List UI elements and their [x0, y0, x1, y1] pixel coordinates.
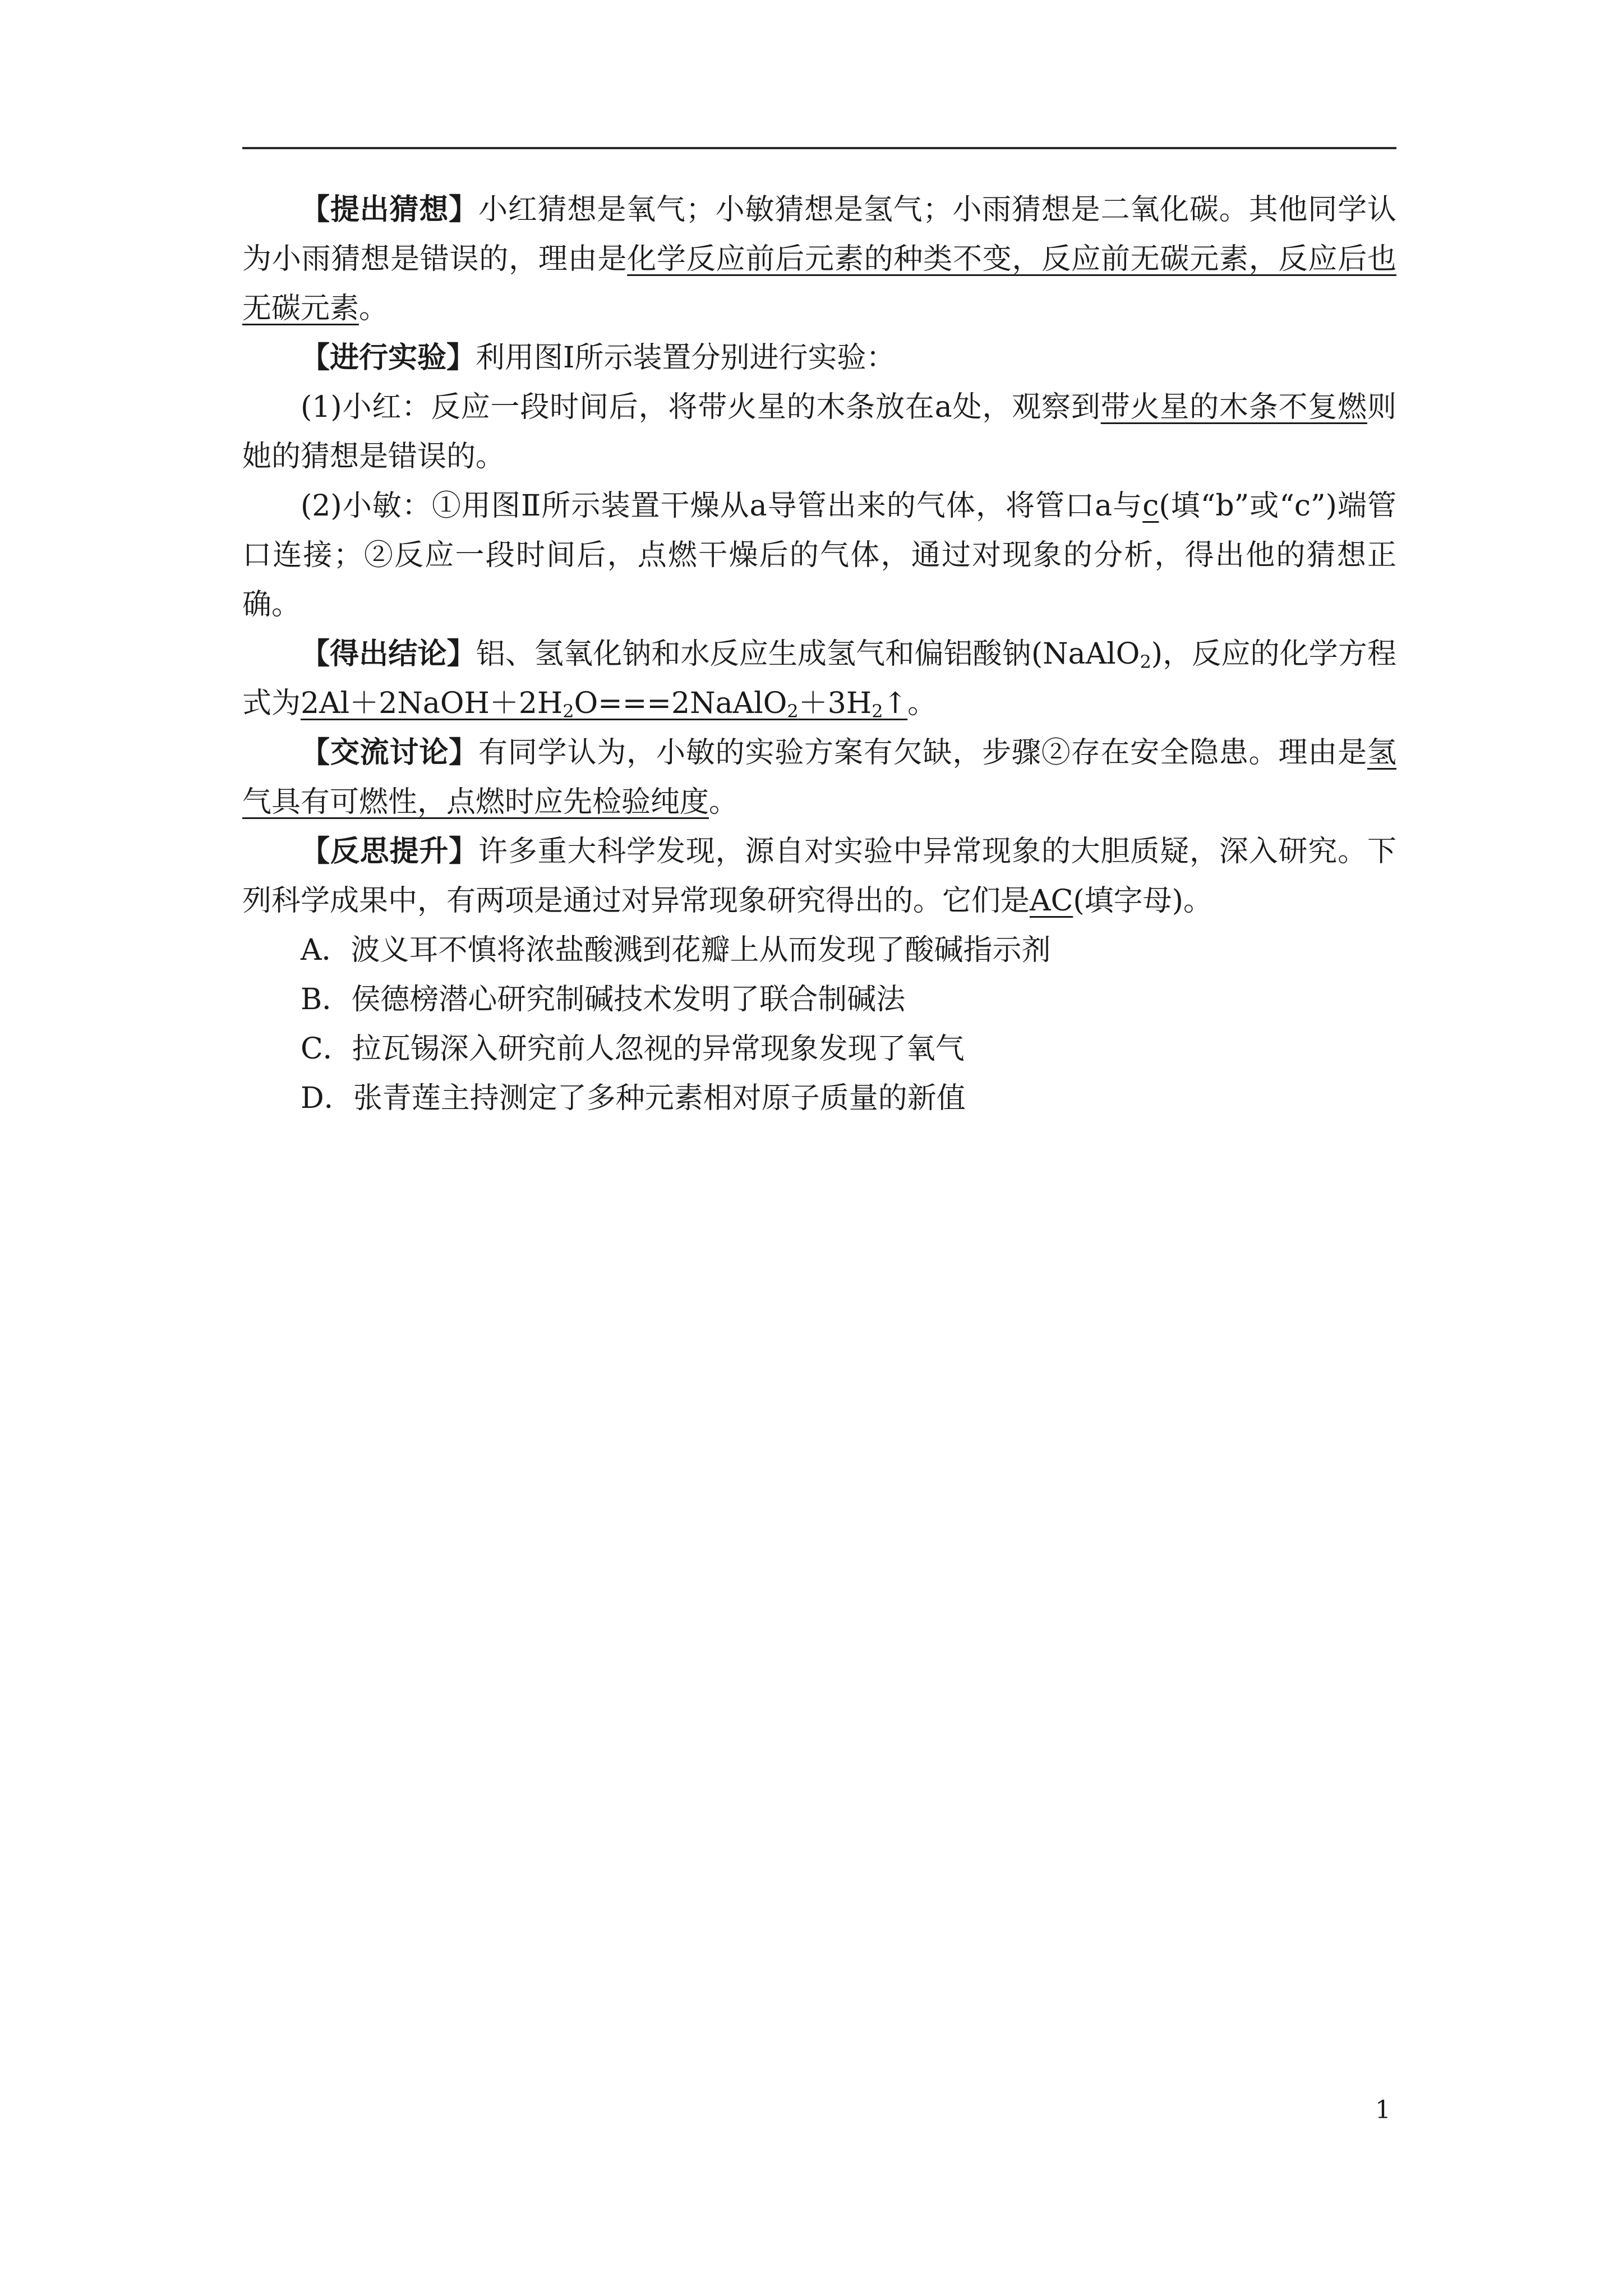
conclusion-text: 铝、氢氧化钠和水反应生成氢气和偏铝酸钠(NaAlO — [476, 637, 1140, 671]
conclusion-paragraph — [242, 629, 1396, 728]
choice-b: B．侯德榜潜心研究制碱技术发明了联合制碱法 — [301, 983, 906, 1016]
step2-answer: c — [1142, 489, 1159, 523]
reflection-text: 许多重大科学发现，源自对实验中异常现象的大胆质疑，深入研究。下列科学成果中，有两项是通过对异常现象研究得出的。它们是 — [242, 835, 1396, 918]
choice-a: A．波义耳不慎将浓盐酸溅到花瓣上从而发现了酸碱指示剂 — [301, 933, 1051, 967]
conjecture-text-end: 。 — [359, 292, 389, 325]
reflection-tag: 【反思提升】 — [301, 834, 478, 868]
step1-paragraph — [242, 383, 1396, 481]
step1-text: (1)小红：反应一段时间后，将带火星的木条放在a处，观察到 — [301, 390, 1101, 424]
equation-sub-1: 2 — [562, 701, 574, 722]
equation-part-c: ＋3H — [798, 687, 872, 720]
conclusion-tag: 【得出结论】 — [301, 637, 476, 671]
conclusion-text-2: )，反应的化学方程式为 — [242, 637, 1396, 720]
step2-text-end: (填“b”或“c”)端管口连接；②反应一段时间后，点燃干燥后的气体，通过对现象的分析，得出他的猜想正确。 — [242, 489, 1396, 622]
conclusion-text-end: 。 — [907, 687, 937, 720]
experiment-tag: 【进行实验】 — [301, 341, 476, 375]
choice-d: D．张青莲主持测定了多种元素相对原子质量的新值 — [301, 1082, 966, 1115]
step1-text-end: 则她的猜想是错误的。 — [242, 390, 1396, 473]
conjecture-paragraph — [242, 185, 1396, 333]
discussion-answer: 氢气具有可燃性，点燃时应先检验纯度 — [242, 736, 1396, 819]
conclusion-subscript: 2 — [1140, 651, 1151, 673]
gas-arrow-icon: ↑ — [883, 687, 908, 720]
reflection-text-end: (填字母)。 — [1073, 884, 1212, 918]
discussion-text-end: 。 — [709, 785, 739, 819]
document-body — [242, 185, 1396, 1123]
reflection-answer: AC — [1030, 884, 1073, 918]
experiment-paragraph — [242, 333, 1396, 383]
choice-c: C．拉瓦锡深入研究前人忽视的异常现象发现了氧气 — [301, 1032, 965, 1066]
discussion-text: 有同学认为，小敏的实验方案有欠缺，步骤②存在安全隐患。理由是 — [478, 736, 1367, 770]
step2-text: (2)小敏：①用图Ⅱ所示装置干燥从a导管出来的气体，将管口a与 — [301, 489, 1143, 523]
experiment-text: 利用图Ⅰ所示装置分别进行实验： — [476, 341, 896, 375]
step2-paragraph — [242, 481, 1396, 629]
chemical-equation — [301, 687, 907, 720]
header-rule — [242, 147, 1396, 149]
conjecture-answer: 化学反应前后元素的种类不变，反应前无碳元素，反应后也无碳元素 — [242, 242, 1396, 325]
equation-sub-2: 2 — [787, 701, 799, 722]
conjecture-tag: 【提出猜想】 — [301, 192, 478, 227]
equation-part-b: O===2NaAlO — [574, 687, 787, 720]
discussion-paragraph — [242, 728, 1396, 827]
conjecture-text: 小红猜想是氧气；小敏猜想是氢气；小雨猜想是二氧化碳。其他同学认为小雨猜想是错误的，理由是 — [242, 193, 1396, 276]
reflection-paragraph — [242, 827, 1396, 926]
discussion-tag: 【交流讨论】 — [301, 735, 478, 770]
page-number: 1 — [1375, 2096, 1391, 2124]
equation-part-a: 2Al＋2NaOH＋2H — [301, 687, 563, 720]
step1-answer: 带火星的木条不复燃 — [1100, 390, 1367, 424]
equation-sub-3: 2 — [872, 701, 883, 722]
